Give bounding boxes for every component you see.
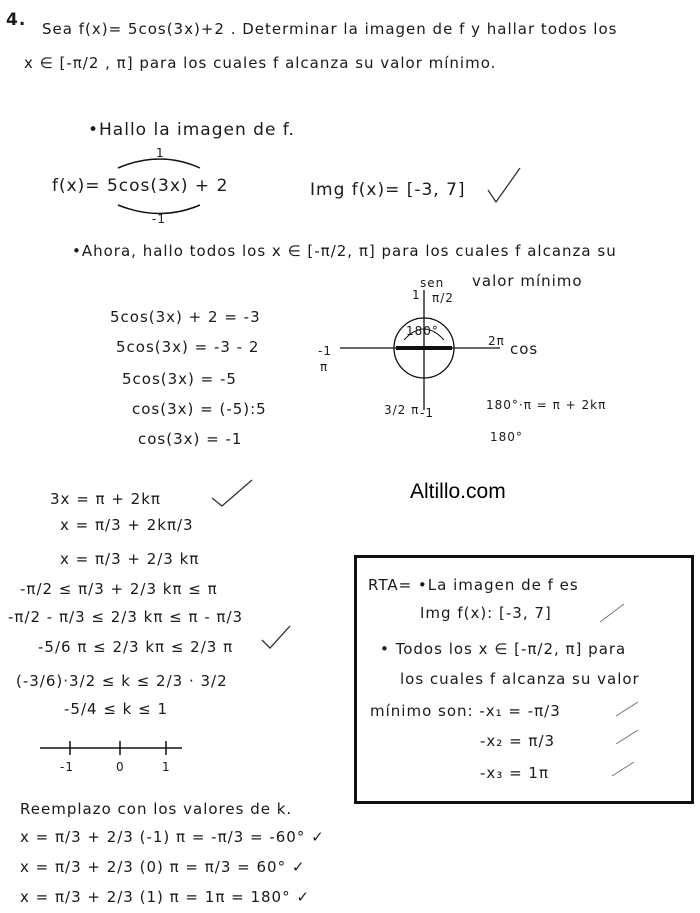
circle-three-half: 3/2 π [384, 403, 420, 417]
circle-note-1: 180°·π = π + 2kπ [486, 398, 607, 412]
answer-line-3: • Todos los x ∈ [-π/2, π] para [380, 640, 627, 658]
solution-step-4: -π/2 ≤ π/3 + 2/3 kπ ≤ π [20, 580, 218, 598]
solution-step-6: -5/6 π ≤ 2/3 kπ ≤ 2/3 π [38, 638, 234, 656]
solution-step-7: (-3/6)·3/2 ≤ k ≤ 2/3 · 3/2 [16, 672, 228, 690]
circle-cos-label: cos [510, 340, 539, 358]
circle-two-pi: 2π [488, 334, 505, 348]
replace-row-3: x = π/3 + 2/3 (1) π = 1π = 180° ✓ [20, 888, 310, 906]
problem-line-2: x ∈ [-π/2 , π] para los cuales f alcanza su valor mínimo. [24, 54, 497, 72]
answer-line-7: -x₃ = 1π [480, 764, 549, 782]
circle-pi-half: π/2 [432, 291, 454, 305]
answer-line-1: RTA= •La imagen de f es [368, 576, 579, 594]
cos-upper-bound: 1 [156, 146, 165, 160]
circle-pi-left: π [320, 360, 329, 374]
watermark: Altillo.com [410, 480, 506, 503]
circle-one-top: 1 [412, 288, 421, 302]
numberline-right: 1 [162, 760, 171, 774]
numberline-mid: 0 [116, 760, 125, 774]
circle-note-2: 180° [490, 430, 523, 444]
replace-row-1: x = π/3 + 2/3 (-1) π = -π/3 = -60° ✓ [20, 828, 325, 846]
equation-2: 5cos(3x) = -3 - 2 [116, 338, 260, 356]
problem-line-1: Sea f(x)= 5cos(3x)+2 . Determinar la imagen de f y hallar todos los [42, 20, 618, 38]
answer-line-2: Img f(x): [-3, 7] [420, 604, 552, 622]
problem-number: 4. [6, 10, 27, 30]
replace-row-2: x = π/3 + 2/3 (0) π = π/3 = 60° ✓ [20, 858, 306, 876]
image-result: Img f(x)= [-3, 7] [310, 180, 466, 200]
function-definition: f(x)= 5cos(3x) + 2 [52, 176, 229, 196]
solution-step-8: -5/4 ≤ k ≤ 1 [64, 700, 168, 718]
solution-step-2: x = π/3 + 2kπ/3 [60, 516, 194, 534]
equation-4: cos(3x) = (-5):5 [132, 400, 267, 418]
solution-step-1: 3x = π + 2kπ [50, 490, 161, 508]
equation-3: 5cos(3x) = -5 [122, 370, 237, 388]
circle-sen-label: sen [420, 276, 445, 290]
solution-step-3: x = π/3 + 2/3 kπ [60, 550, 200, 568]
numberline-left: -1 [60, 760, 74, 774]
part2-heading: •Ahora, hallo todos los x ∈ [-π/2, π] para los cuales f alcanza su [72, 242, 617, 260]
answer-line-6: -x₂ = π/3 [480, 732, 556, 750]
circle-angle: 180° [406, 324, 439, 338]
equation-5: cos(3x) = -1 [138, 430, 243, 448]
solution-step-5: -π/2 - π/3 ≤ 2/3 kπ ≤ π - π/3 [8, 608, 244, 626]
answer-line-5: mínimo son: -x₁ = -π/3 [370, 702, 561, 720]
part1-heading: •Hallo la imagen de f. [88, 120, 295, 140]
circle-minus-one-bottom: -1 [420, 406, 434, 420]
replace-heading: Reemplazo con los valores de k. [20, 800, 293, 818]
circle-minus-one-left: -1 [318, 344, 332, 358]
cos-lower-bound: -1 [152, 212, 166, 226]
part2-heading-2: valor mínimo [472, 272, 583, 290]
answer-line-4: los cuales f alcanza su valor [400, 670, 640, 688]
equation-1: 5cos(3x) + 2 = -3 [110, 308, 261, 326]
